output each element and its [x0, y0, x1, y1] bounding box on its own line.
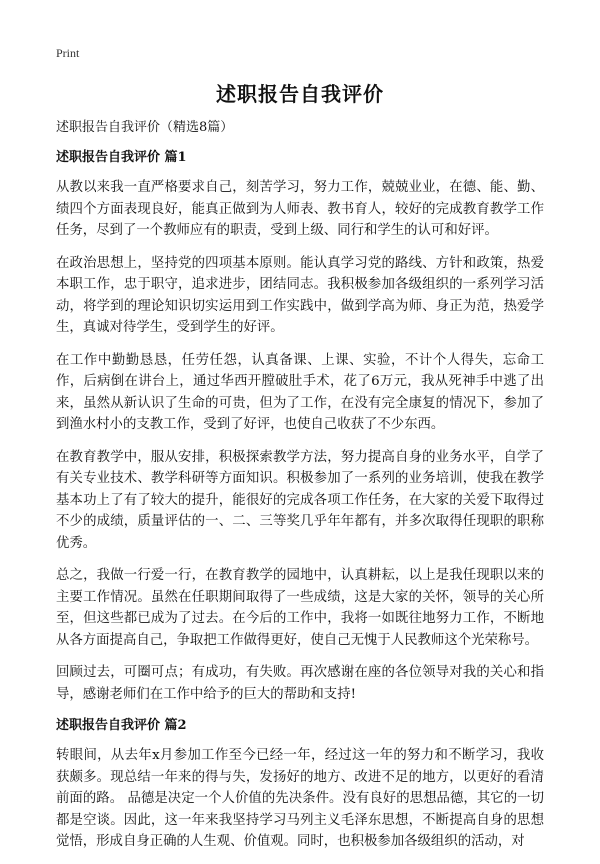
section-heading: 述职报告自我评价 篇1	[56, 150, 187, 165]
paragraph: 在工作中勤勤恳恳，任劳任怨，认真备课、上课、实验，不计个人得失，忘命工作，后病倒在讲台上，通过华西开膛破肚手术，花了6万元，我从死神手中逃了出来，虽然从新认识了生命的可贵，但为了工作，在没有完全康复的情况下，参加了到渔水村小的支教工作，受到了好评，也使自己收获了不少东西。	[56, 352, 544, 432]
section-heading: 述职报告自我评价 篇2	[56, 718, 187, 733]
paragraph: 总之，我做一行爱一行，在教育教学的园地中，认真耕耘，以上是我任现职以来的主要工作情况。虽然在任职期间取得了一些成绩，这是大家的关怀，领导的关心所至，但这些都已成为了过去。在今后的工作中，我将一如既往地努力工作，不断地从各方面提高自己，争取把工作做得更好，使自己无愧于人民教师这个光荣称号。	[56, 568, 544, 648]
document-body	[56, 118, 544, 864]
page-title: 述职报告自我评价	[216, 82, 384, 106]
section-2	[56, 716, 544, 853]
paragraph: 在政治思想上，坚持党的四项基本原则。能认真学习党的路线、方针和政策，热爱本职工作，忠于职守，追求进步，团结同志。我积极参加各级组织的一系列学习活动，将学到的理论知识切实运用到工作实践中，做到学高为师、身正为范，热爱学生，真诚对待学生，受到学生的好评。	[56, 255, 544, 335]
document-subtitle: 述职报告自我评价（精选8篇）	[56, 120, 234, 135]
print-link[interactable]: Print	[56, 46, 80, 60]
paragraph: 从教以来我一直严格要求自己，刻苦学习，努力工作，兢兢业业，在德、能、勤、绩四个方面表现良好，能真正做到为人师表、教书育人，较好的完成教育教学工作任务，尽到了一个教师应有的职责，受到上级、同行和学生的认可和好评。	[56, 180, 544, 238]
section-1	[56, 148, 544, 705]
paragraph: 回顾过去，可圈可点；有成功，有失败。再次感谢在座的各位领导对我的关心和指导，感谢老师们在工作中给予的巨大的帮助和支持!	[56, 665, 544, 702]
paragraph: 在教育教学中，服从安排，积极探索教学方法，努力提高自身的业务水平，自学了有关专业技术、教学科研等方面知识。积极参加了一系列的业务培训，使我在教学基本功上了有了较大的提升，能很好的完成各项工作任务，在大家的关爱下取得过不少的成绩，质量评估的一、二、三等奖几乎年年都有，并多次取得任现职的职称优秀。	[56, 449, 544, 551]
paragraph: 转眼间，从去年x月参加工作至今已经一年，经过这一年的努力和不断学习，我收获颇多。现总结一年来的得与失，发扬好的地方、改进不足的地方，以更好的看清前面的路。 品德是决定一个人价值的先决条件。没有良好的思想品德，其它的一切都是空谈。因此，这一年来我坚持学习马列主义毛泽东思想，不断提高自身的思想觉悟，形成自身正确的人生观、价值观。同时，也积极参加各级组织的活动，对	[56, 748, 544, 849]
